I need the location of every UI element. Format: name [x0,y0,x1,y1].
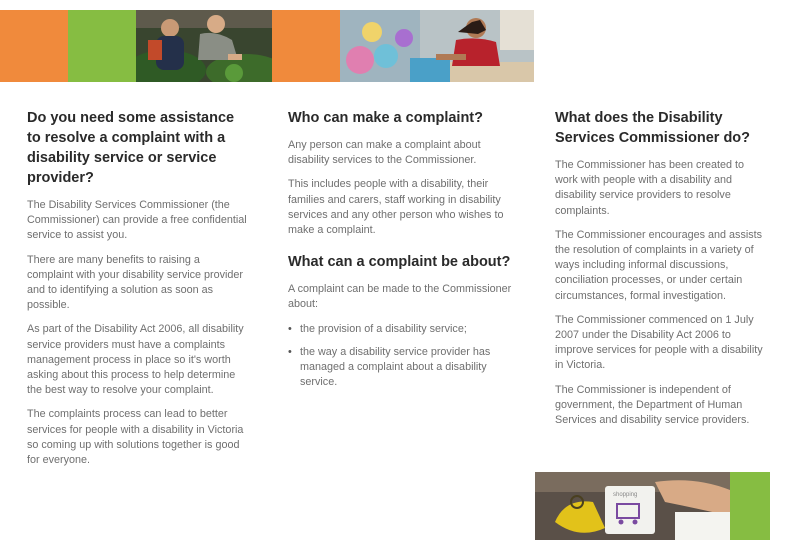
paragraph: The Disability Services Commissioner (the Commissioner) can provide a free confidential service to assist you. [27,199,247,242]
column-assistance [27,108,249,477]
list-item: • the provision of a disability service; [288,322,514,337]
banner-green-block [68,10,136,82]
banner-orange-block [0,10,68,82]
list-item: • the way a disability service provider has managed a complaint about a disability service. [288,345,514,391]
paragraph: The Commissioner has been created to work with people with a disability and disability service providers to resolve complaints. [555,159,745,217]
bottom-green-block [730,472,770,540]
heading-who-can-complain: Who can make a complaint? [288,110,483,126]
banner-orange-block-2 [272,10,340,82]
paragraph: There are many benefits to raising a complaint with your disability service provider and to identifying a solution as soon as possible. [27,253,244,312]
paragraph: Any person can make a complaint about disability services to the Commissioner. [288,139,481,167]
paragraph: The Commissioner encourages and assists the resolution of complaints in a variety of ways including informal discussions, conciliation processes, or under certain circumstances, formal investigation. [555,228,763,302]
paragraph: A complaint can be made to the Commissioner about: [288,283,512,311]
paragraph: The complaints process can lead to better services for people with a disability in Victoria so coming up with solutions together is good for everyone. [27,408,244,467]
column-commissioner-role [555,108,767,437]
market-photo [340,10,534,82]
paragraph: The Commissioner is independent of government, the Department of Human Services and disability service providers. [555,383,750,427]
heading-need-assistance: Do you need some assistance to resolve a complaint with a disability service or service provider? [27,110,235,186]
column-who-what [288,108,514,398]
gardening-photo [136,10,272,82]
heading-what-commissioner-does: What does the Disability Services Commissioner do? [555,110,751,146]
paragraph: As part of the Disability Act 2006, all disability service providers must have a complaints management process in place so it's worth asking about this process to help determine the best way to resolve your complaint. [27,323,244,397]
paragraph: This includes people with a disability, their families and carers, staff working in disability services and any other person who wishes to make a complaint. [288,178,504,237]
shopping-card-photo [535,472,730,540]
heading-complaint-about: What can a complaint be about? [288,254,511,271]
paragraph: The Commissioner commenced on 1 July 2007 under the Disability Act 2006 to improve services for people with a disability in Victoria. [555,313,763,372]
card-label: shopping [613,492,638,498]
complaint-topics-list [288,322,514,391]
